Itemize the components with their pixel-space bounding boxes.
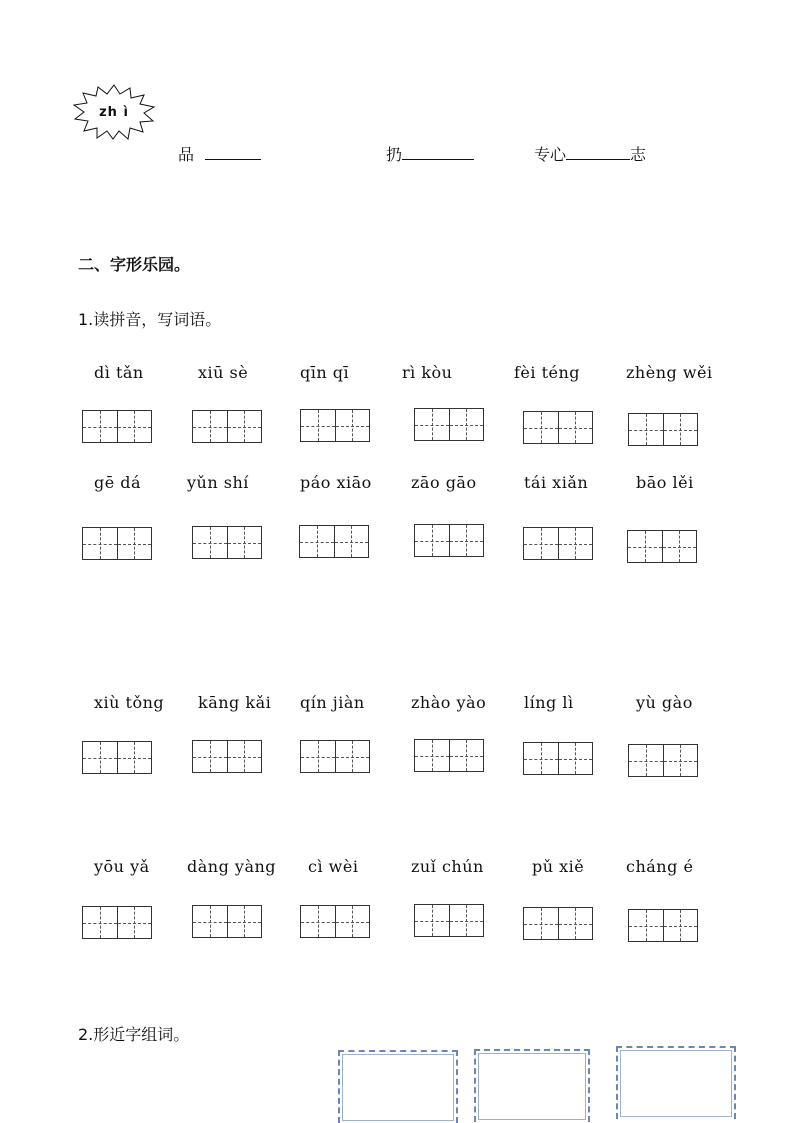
writing-grid[interactable] [414,739,484,772]
question-1-title: 1.读拼音，写词语。 [78,310,222,329]
word-box [338,1050,458,1123]
writing-grid[interactable] [300,409,370,442]
pinyin-label: bāo lěi [636,473,694,492]
writing-grid[interactable] [414,524,484,557]
writing-grid[interactable] [192,740,262,773]
writing-grid[interactable] [82,527,152,560]
pinyin-label: xiù tǒng [94,693,165,712]
writing-grid[interactable] [192,526,262,559]
pinyin-label: pǔ xiě [532,857,585,876]
answer-blank[interactable] [402,145,474,160]
answer-blank[interactable] [566,145,630,160]
pinyin-label: zhèng wěi [626,363,713,382]
writing-grid[interactable] [414,408,484,441]
writing-grid[interactable] [299,525,369,558]
pinyin-label: tái xiǎn [524,473,589,492]
fill-item-2 [386,142,474,165]
fill-item-prefix: 专心 [534,145,567,164]
writing-grid[interactable] [523,527,593,560]
answer-blank[interactable] [205,145,261,160]
pinyin-label: yǔn shí [187,473,249,492]
fill-item-3 [534,142,646,165]
question-2-title: 2.形近字组词。 [78,1025,190,1044]
writing-grid[interactable] [627,530,697,563]
writing-grid[interactable] [300,740,370,773]
pinyin-label: líng lì [524,693,574,712]
writing-grid[interactable] [628,909,698,942]
pinyin-label: kāng kǎi [198,693,272,712]
writing-grid[interactable] [82,906,152,939]
fill-item-1 [178,142,261,165]
fill-item-suffix: 志 [630,145,647,164]
pinyin-label: páo xiāo [300,473,372,492]
pinyin-label: dàng yàng [187,857,277,876]
pinyin-label: gē dá [94,473,142,492]
pinyin-label: rì kòu [402,363,453,382]
pinyin-label: cì wèi [308,857,359,876]
writing-grid[interactable] [628,744,698,777]
pinyin-label: fèi téng [514,363,581,382]
section-title: 二、字形乐园。 [78,255,191,274]
pinyin-label: yōu yǎ [94,857,150,876]
fill-item-prefix: 品 [178,145,200,164]
pinyin-label: qín jiàn [300,693,365,712]
word-box [474,1049,590,1122]
writing-grid[interactable] [523,411,593,444]
pinyin-label: yù gào [636,693,693,712]
pinyin-label: dì tǎn [94,363,144,382]
writing-grid[interactable] [414,904,484,937]
writing-grid[interactable] [628,413,698,446]
pinyin-label: qīn qī [300,363,350,382]
pinyin-label: cháng é [626,857,694,876]
writing-grid[interactable] [192,905,262,938]
fill-item-prefix: 扔 [386,145,403,164]
writing-grid[interactable] [523,907,593,940]
writing-grid[interactable] [300,905,370,938]
writing-grid[interactable] [82,410,152,443]
word-box [616,1046,736,1119]
writing-grid[interactable] [523,742,593,775]
badge-pinyin: zh ì [99,105,129,120]
writing-grid[interactable] [82,741,152,774]
pinyin-label: zāo gāo [411,473,477,492]
writing-grid[interactable] [192,410,262,443]
pinyin-label: zhào yào [411,693,487,712]
pinyin-label: xiū sè [198,363,249,382]
pinyin-label: zuǐ chún [411,857,484,876]
